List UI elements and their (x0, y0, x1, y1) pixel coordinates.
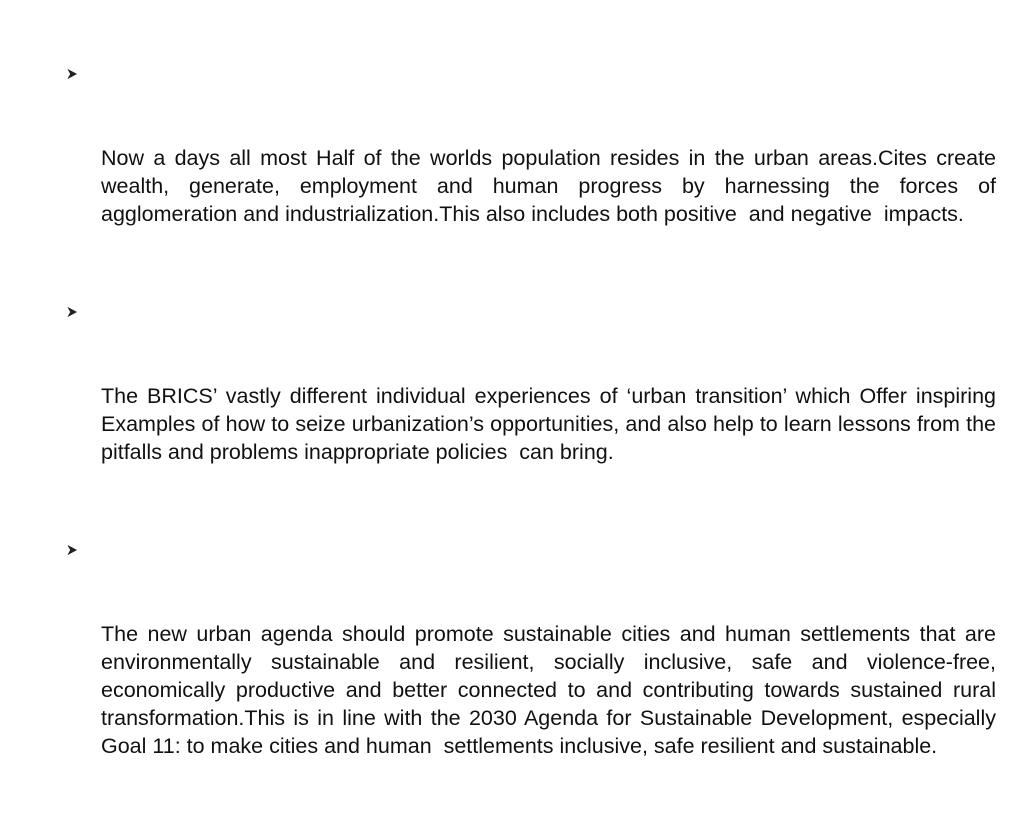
arrowhead-bullet-icon (66, 60, 80, 88)
bullet-text: The BRICS’ vastly different individual experiences of ‘urban transition’ which Offer inspiring Examples of how to seize urbanization’s opportunities, and also help to learn lessons from the pitfalls and problems inappropriate policies can bring. (101, 384, 1002, 464)
bullet-item (66, 298, 1002, 522)
bullet-item (66, 60, 1008, 284)
bullet-item (66, 536, 1002, 816)
bullet-list (66, 60, 1008, 830)
arrowhead-bullet-icon (66, 298, 80, 326)
arrowhead-bullet-icon (66, 536, 80, 564)
bullet-text: The new urban agenda should promote sustainable cities and human settlements that are environmentally sustainable and resilient, socially inclusive, safe and violence-free, economically productive and better connected to and contributing towards sustained rural transformation.This is in line with the 2030 Agenda for Sustainable Development, especially Goal 11: to make cities and human settlements inclusive, safe resilient and sustainable. (101, 622, 1002, 758)
bullet-text: Now a days all most Half of the worlds population resides in the urban areas.Cites create wealth, generate, employment and human progress by harnessing the forces of agglomeration and industrialization.This also includes both positive and negative impacts. (101, 146, 1008, 226)
